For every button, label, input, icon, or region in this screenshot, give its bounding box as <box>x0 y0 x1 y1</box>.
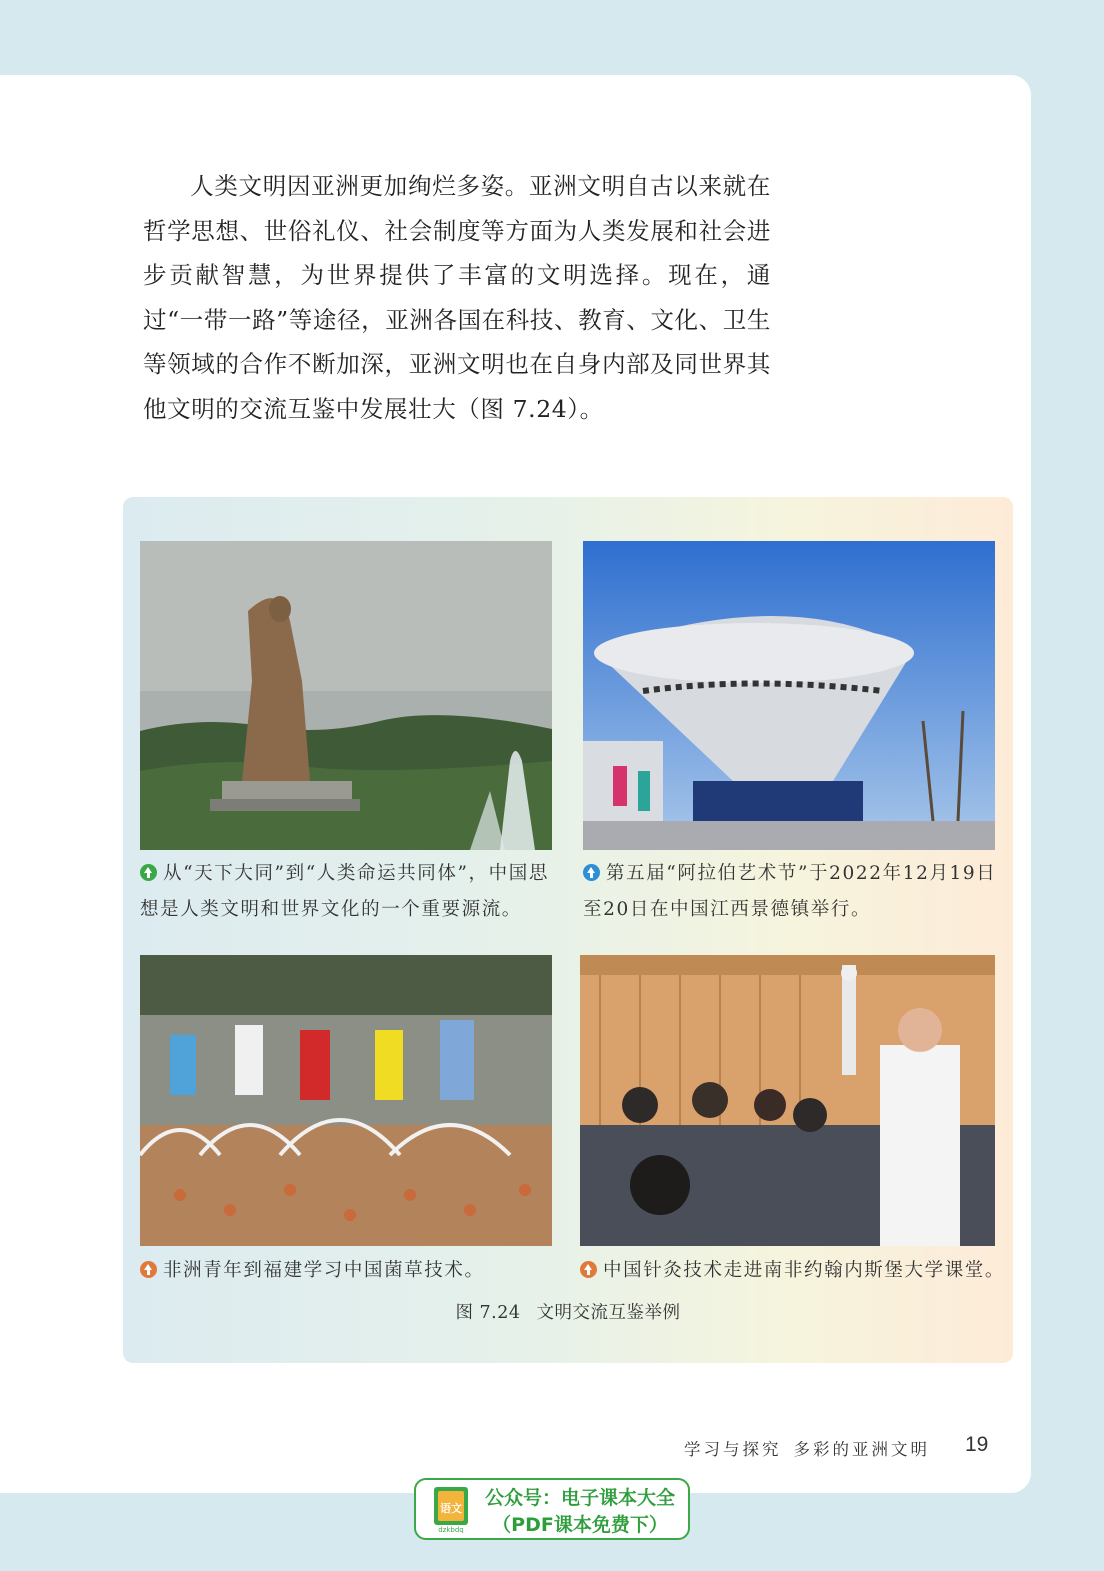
caption-text: 中国针灸技术走进南非约翰内斯堡大学课堂。 <box>603 1260 1006 1281</box>
photo-acupuncture-class <box>580 955 995 1246</box>
figure-7-24 <box>123 497 1013 1363</box>
photo-juncao-technology <box>140 955 552 1246</box>
page-number: 19 <box>965 1433 989 1456</box>
body-paragraph-text: 人类文明因亚洲更加绚烂多姿。亚洲文明自古以来就在哲学思想、世俗礼仪、社会制度等方面为人类发展和社会进步贡献智慧，为世界提供了丰富的文明选择。现在，通过“一带一路”等途径，亚洲各国在科技、教育、文化、卫生等领域的合作不断加深，亚洲文明也在自身内部及同世界其他文明的交流互鉴中发展壮大（图 7.24）。 <box>143 172 771 423</box>
figure-title-text: 文明交流互鉴举例 <box>536 1303 681 1323</box>
arrow-up-circle-icon <box>140 864 157 881</box>
book-logo-icon <box>428 1485 474 1533</box>
figure-title <box>123 1299 1013 1324</box>
photo-arab-arts-festival <box>583 541 995 850</box>
body-paragraph <box>143 164 771 431</box>
caption-confucius <box>140 856 560 928</box>
photo-confucius-statue <box>140 541 552 850</box>
running-head <box>684 1436 930 1460</box>
caption-text: 第五届“阿拉伯艺术节”于2022年12月19日至20日在中国江西景德镇举行。 <box>583 863 997 920</box>
caption-text: 非洲青年到福建学习中国菌草技术。 <box>163 1260 485 1281</box>
logo-text: 语文 <box>440 1502 462 1515</box>
arrow-up-circle-icon <box>140 1261 157 1278</box>
badge-line-2: （PDF课本免费下） <box>492 1514 668 1536</box>
figure-number: 图 7.24 <box>455 1303 521 1323</box>
running-head-chapter: 多彩的亚洲文明 <box>793 1440 930 1459</box>
arrow-up-circle-icon <box>580 1261 597 1278</box>
badge-line-1: 公众号：电子课本大全 <box>484 1487 675 1509</box>
logo-subtext: dzkbdq <box>438 1526 464 1533</box>
caption-text: 从“天下大同”到“人类命运共同体”，中国思想是人类文明和世界文化的一个重要源流。 <box>140 863 549 920</box>
caption-arab-arts-festival <box>583 856 1003 928</box>
caption-juncao <box>140 1253 560 1289</box>
textbook-page <box>0 75 1031 1493</box>
wechat-account-badge <box>414 1478 690 1540</box>
running-head-section: 学习与探究 <box>684 1440 782 1459</box>
caption-acupuncture <box>580 1253 1010 1289</box>
arrow-up-circle-icon <box>583 864 600 881</box>
